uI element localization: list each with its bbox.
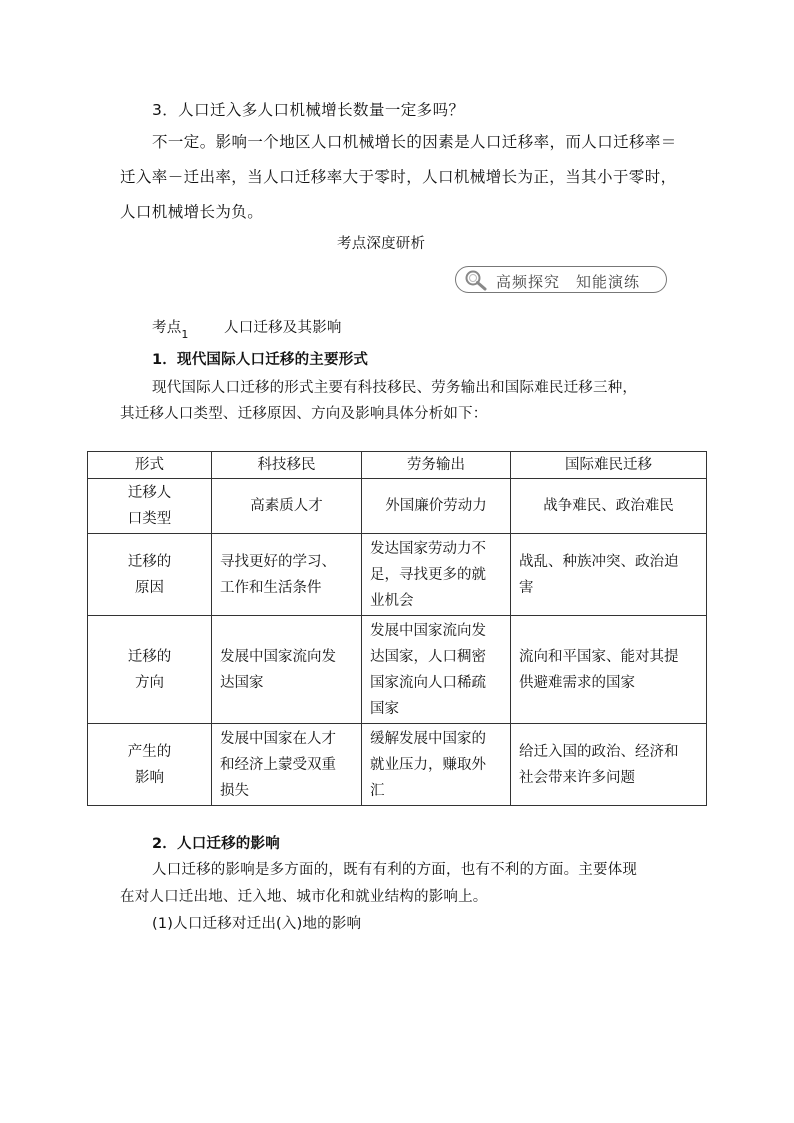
section-title: 考点深度研析 bbox=[337, 236, 426, 252]
migration-forms-table bbox=[87, 451, 707, 806]
kaodian-prefix: 考点 bbox=[152, 320, 182, 336]
table-header: 形式 bbox=[88, 452, 212, 479]
answer-line-1: 不一定。影响一个地区人口机械增长的因素是人口迁移率，而人口迁移率＝ bbox=[152, 133, 677, 151]
table-cell: 缓解发展中国家的 就业压力，赚取外 汇 bbox=[362, 724, 511, 806]
part2-subheading: (1)人口迁移对迁出(入)地的影响 bbox=[152, 916, 362, 932]
kaodian-label bbox=[152, 316, 189, 341]
table-cell: 流向和平国家、能对其提 供避难需求的国家 bbox=[511, 616, 707, 724]
part1-line-1: 现代国际人口迁移的形式主要有科技移民、劳务输出和国际难民迁移三种， bbox=[152, 380, 638, 396]
badge-text: 高频探究 知能演练 bbox=[496, 273, 641, 291]
table-cell: 战争难民、政治难民 bbox=[511, 479, 707, 534]
topic-badge bbox=[455, 266, 667, 293]
magnifier-icon bbox=[463, 269, 489, 291]
table-cell: 寻找更好的学习、 工作和生活条件 bbox=[212, 534, 362, 616]
table-header: 劳务输出 bbox=[362, 452, 511, 479]
part2-line-2: 在对人口迁出地、迁入地、城市化和就业结构的影响上。 bbox=[120, 889, 488, 905]
part1-line-2: 其迁移人口类型、迁移原因、方向及影响具体分析如下： bbox=[120, 406, 488, 422]
answer-line-3: 人口机械增长为负。 bbox=[120, 203, 264, 221]
table-cell: 发展中国家在人才 和经济上蒙受双重 损失 bbox=[212, 724, 362, 806]
table-row bbox=[88, 724, 707, 806]
table-header-row bbox=[88, 452, 707, 479]
table-cell: 高素质人才 bbox=[212, 479, 362, 534]
table-row bbox=[88, 616, 707, 724]
kaodian-number: 1 bbox=[181, 328, 189, 341]
row-label: 迁移的 方向 bbox=[88, 616, 212, 724]
part2-heading: 2．人口迁移的影响 bbox=[152, 836, 280, 852]
table-cell: 发展中国家流向发 达国家，人口稠密 国家流向人口稀疏 国家 bbox=[362, 616, 511, 724]
row-label: 产生的 影响 bbox=[88, 724, 212, 806]
part1-heading: 1．现代国际人口迁移的主要形式 bbox=[152, 352, 369, 368]
row-label: 迁移人 口类型 bbox=[88, 479, 212, 534]
row-label: 迁移的 原因 bbox=[88, 534, 212, 616]
table-cell: 给迁入国的政治、经济和 社会带来许多问题 bbox=[511, 724, 707, 806]
table-header: 科技移民 bbox=[212, 452, 362, 479]
table-cell: 战乱、种族冲突、政治迫 害 bbox=[511, 534, 707, 616]
table-cell: 发达国家劳动力不 足，寻找更多的就 业机会 bbox=[362, 534, 511, 616]
table-cell: 发展中国家流向发 达国家 bbox=[212, 616, 362, 724]
question-3: 3．人口迁入多人口机械增长数量一定多吗？ bbox=[152, 101, 465, 119]
table-header: 国际难民迁移 bbox=[511, 452, 707, 479]
table-cell: 外国廉价劳动力 bbox=[362, 479, 511, 534]
part2-line-1: 人口迁移的影响是多方面的，既有有利的方面，也有不利的方面。主要体现 bbox=[152, 862, 638, 878]
table-row bbox=[88, 534, 707, 616]
kaodian-title: 人口迁移及其影响 bbox=[224, 320, 342, 336]
table-row bbox=[88, 479, 707, 534]
answer-line-2: 迁入率－迁出率，当人口迁移率大于零时，人口机械增长为正，当其小于零时， bbox=[120, 168, 677, 186]
